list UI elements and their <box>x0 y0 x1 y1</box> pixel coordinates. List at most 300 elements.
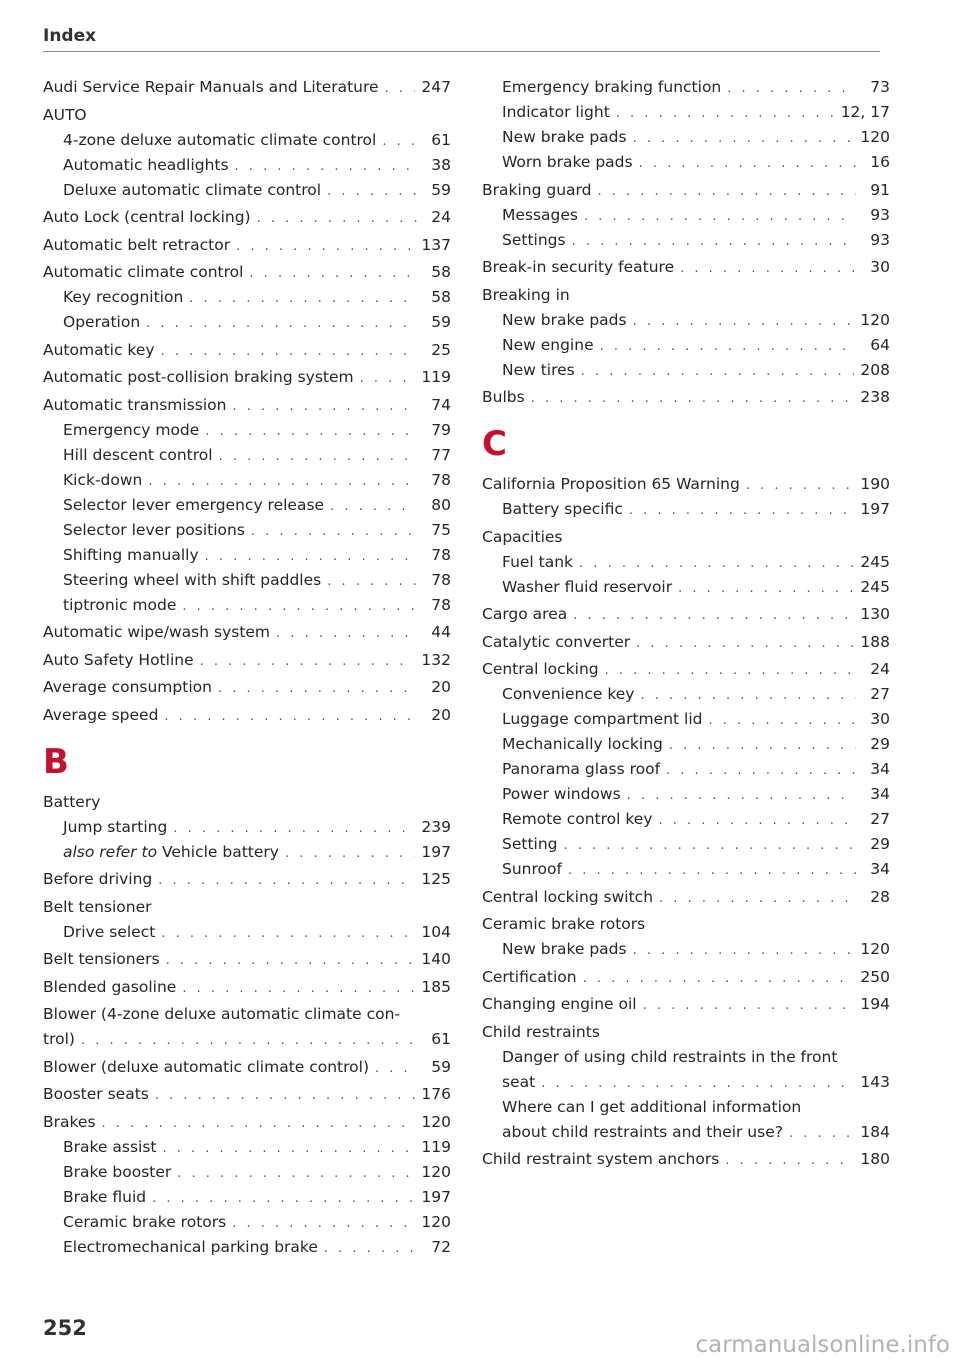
index-entry <box>43 648 451 673</box>
cross-reference-term: Vehicle battery <box>162 842 279 861</box>
dot-leader <box>324 1236 417 1261</box>
index-subentry <box>482 228 890 253</box>
index-entry <box>43 365 451 390</box>
page-reference: 59 <box>431 313 451 331</box>
dot-leader <box>385 76 416 101</box>
page-reference: 79 <box>431 420 451 439</box>
index-term: 4-zone deluxe automatic climate control <box>63 130 377 149</box>
index-entry <box>482 1147 890 1172</box>
index-term: Child restraints <box>482 1022 600 1041</box>
page-reference: 176 <box>421 1085 451 1103</box>
index-subentry <box>43 468 451 493</box>
index-subentry <box>482 732 890 757</box>
page-reference: 64 <box>870 335 890 354</box>
page-reference: 78 <box>431 545 451 564</box>
index-entry <box>43 1082 451 1107</box>
dot-leader <box>232 394 417 419</box>
page-reference: 120 <box>860 128 890 146</box>
index-term: Belt tensioner <box>43 897 152 916</box>
dot-leader <box>572 229 856 254</box>
index-entry <box>482 283 890 308</box>
page-reference: 91 <box>870 180 890 199</box>
index-entry <box>482 992 890 1017</box>
index-term: Remote control key <box>502 810 653 828</box>
index-term: Blower (deluxe automatic climate control) <box>43 1057 370 1076</box>
page-reference: 119 <box>421 368 451 386</box>
dot-leader <box>375 1056 417 1081</box>
dot-leader <box>177 1161 415 1186</box>
dot-leader <box>236 234 415 259</box>
index-term: Indicator light <box>502 103 610 121</box>
index-subentry <box>482 150 890 175</box>
index-entry <box>43 260 451 285</box>
index-term: Break-in security feature <box>482 258 675 276</box>
index-subentry <box>43 568 451 593</box>
index-term: Booster seats <box>43 1085 149 1103</box>
index-term: New engine <box>502 335 594 354</box>
index-subentry <box>482 807 890 832</box>
page-reference: 78 <box>431 470 451 489</box>
page-reference: 28 <box>870 887 890 906</box>
index-term: Breaking in <box>482 285 570 304</box>
dot-leader <box>584 204 856 229</box>
index-subentry <box>482 937 890 962</box>
page-reference: 93 <box>870 205 890 224</box>
index-subentry <box>43 1185 451 1210</box>
dot-leader <box>164 704 417 729</box>
dot-leader <box>666 758 856 783</box>
index-term: Sunroof <box>502 860 562 878</box>
index-subentry <box>43 178 451 203</box>
index-entry <box>43 1002 451 1027</box>
index-term: Where can I get additional information <box>502 1097 802 1116</box>
dot-leader <box>257 206 417 231</box>
index-term: Before driving <box>43 870 153 888</box>
index-term: New tires <box>502 360 575 379</box>
index-term: Convenience key <box>502 685 635 703</box>
index-term: Brake assist <box>63 1137 157 1156</box>
dot-leader <box>360 366 416 391</box>
page-reference: 30 <box>870 258 890 276</box>
index-term: Central locking switch <box>482 887 654 906</box>
index-term: Brakes <box>43 1112 96 1131</box>
dot-leader <box>205 544 417 569</box>
dot-leader <box>629 498 855 523</box>
index-term: Fuel tank <box>502 552 574 571</box>
dot-leader <box>327 179 417 204</box>
index-term: Power windows <box>502 785 621 803</box>
index-term: Child restraint system anchors <box>482 1150 720 1168</box>
index-term: Kick-down <box>63 470 143 489</box>
dot-leader <box>583 966 855 991</box>
index-term: Shifting manually <box>63 545 199 564</box>
page-reference: 239 <box>421 817 451 836</box>
dot-leader <box>330 494 417 519</box>
index-term: Operation <box>63 313 141 331</box>
index-term <box>63 840 279 865</box>
index-term: Central locking <box>482 660 599 678</box>
dot-leader <box>680 256 856 281</box>
page-reference: 34 <box>870 785 890 803</box>
index-entry <box>482 255 890 280</box>
dot-leader <box>568 858 856 883</box>
dot-leader <box>633 309 855 334</box>
index-entry <box>482 525 890 550</box>
dot-leader <box>152 1186 415 1211</box>
dot-leader <box>727 76 856 101</box>
index-letter-heading: B <box>43 741 69 782</box>
dot-leader <box>579 551 854 576</box>
dot-leader <box>541 1071 854 1096</box>
index-term: Deluxe automatic climate control <box>63 180 322 199</box>
page-reference: 59 <box>431 1057 451 1076</box>
index-subentry <box>482 100 890 125</box>
page-reference: 44 <box>431 623 451 641</box>
index-subentry <box>43 1135 451 1160</box>
page-reference: 24 <box>870 660 890 678</box>
index-term: Steering wheel with shift paddles <box>63 570 322 589</box>
dot-leader <box>597 179 856 204</box>
index-entry <box>43 1055 451 1080</box>
index-subentry <box>43 418 451 443</box>
dot-leader <box>633 938 855 963</box>
index-term: Hill descent control <box>63 445 213 464</box>
index-entry <box>43 393 451 418</box>
watermark: carmanualsonline.info <box>695 1332 950 1358</box>
index-term: Automatic headlights <box>63 155 229 174</box>
dot-leader <box>205 419 417 444</box>
index-entry <box>482 630 890 655</box>
page-reference: 208 <box>860 360 890 379</box>
dot-leader <box>605 658 856 683</box>
page-reference: 61 <box>431 130 451 149</box>
index-subentry <box>43 593 451 618</box>
index-term: Brake booster <box>63 1162 172 1181</box>
dot-leader <box>81 1028 417 1053</box>
index-term: Capacities <box>482 527 563 546</box>
index-subentry <box>482 857 890 882</box>
index-term: New brake pads <box>502 128 627 146</box>
dot-leader <box>276 621 417 646</box>
index-term: Drive select <box>63 922 156 941</box>
index-term: Automatic wipe/wash system <box>43 623 271 641</box>
index-subentry <box>43 128 451 153</box>
page-reference: 125 <box>421 870 451 888</box>
dot-leader <box>251 519 417 544</box>
dot-leader <box>161 921 415 946</box>
dot-leader <box>200 649 416 674</box>
index-term: Battery specific <box>502 500 623 518</box>
index-entry <box>43 1027 451 1052</box>
page-reference: 185 <box>421 977 451 996</box>
header-divider <box>43 51 880 52</box>
page-reference: 197 <box>421 1187 451 1206</box>
index-column-left <box>43 75 451 1260</box>
dot-leader <box>616 101 835 126</box>
index-subentry <box>43 815 451 840</box>
index-term: Automatic transmission <box>43 395 227 414</box>
index-entry <box>43 790 451 815</box>
dot-leader <box>219 444 417 469</box>
index-entry <box>43 103 451 128</box>
dot-leader <box>155 1083 416 1108</box>
page-reference: 72 <box>431 1237 451 1256</box>
index-entry <box>43 1110 451 1135</box>
page-reference: 25 <box>431 340 451 359</box>
index-entry <box>43 947 451 972</box>
page-reference: 38 <box>431 155 451 174</box>
page-reference: 78 <box>431 595 451 614</box>
page-reference: 27 <box>870 810 890 828</box>
page-reference: 20 <box>431 705 451 724</box>
dot-leader <box>746 473 855 498</box>
page-reference: 29 <box>870 835 890 853</box>
page-reference: 58 <box>431 288 451 306</box>
dot-leader <box>725 1148 854 1173</box>
dot-leader <box>182 976 415 1001</box>
index-entry <box>482 602 890 627</box>
page-reference: 77 <box>431 445 451 464</box>
page-reference: 74 <box>431 395 451 414</box>
index-subentry <box>482 757 890 782</box>
dot-leader <box>166 948 416 973</box>
page-reference: 30 <box>870 710 890 728</box>
index-term: California Proposition 65 Warning <box>482 475 740 493</box>
page-reference: 130 <box>860 605 890 623</box>
dot-leader <box>639 151 856 176</box>
index-entry <box>43 867 451 892</box>
page-reference: 29 <box>870 735 890 753</box>
index-term: Emergency braking function <box>502 78 722 96</box>
index-term: Automatic key <box>43 340 155 359</box>
index-subentry <box>482 782 890 807</box>
index-term: Key recognition <box>63 288 184 306</box>
page-reference: 188 <box>860 632 890 651</box>
index-term: Ceramic brake rotors <box>482 915 646 933</box>
index-term: AUTO <box>43 105 87 124</box>
page-reference: 197 <box>421 842 451 861</box>
page-reference: 194 <box>860 995 890 1013</box>
index-entry <box>43 895 451 920</box>
page-number: 252 <box>43 1316 87 1340</box>
page-reference: 180 <box>860 1150 890 1168</box>
page-reference: 250 <box>860 967 890 986</box>
dot-leader <box>235 154 417 179</box>
page-reference: 245 <box>860 577 890 596</box>
index-term: Electromechanical parking brake <box>63 1237 318 1256</box>
index-entry <box>43 233 451 258</box>
index-subentry <box>43 543 451 568</box>
index-subentry <box>43 518 451 543</box>
index-entry <box>43 205 451 230</box>
index-subentry <box>43 285 451 310</box>
page-reference: 16 <box>870 153 890 171</box>
index-term: Auto Safety Hotline <box>43 650 194 669</box>
index-subentry <box>482 707 890 732</box>
dot-leader <box>249 261 417 286</box>
dot-leader <box>669 733 856 758</box>
page-reference: 197 <box>860 500 890 518</box>
dot-leader <box>636 631 854 656</box>
dot-leader <box>581 359 855 384</box>
index-subentry <box>43 493 451 518</box>
dot-leader <box>531 386 855 411</box>
index-subentry <box>482 308 890 333</box>
page-reference: 73 <box>870 78 890 96</box>
page-reference: 137 <box>421 235 451 254</box>
index-term: New brake pads <box>502 940 627 958</box>
dot-leader <box>564 833 857 858</box>
index-term: Belt tensioners <box>43 950 160 968</box>
dot-leader <box>789 1121 854 1146</box>
page-reference: 78 <box>431 570 451 589</box>
dot-leader <box>232 1211 415 1236</box>
index-term: about child restraints and their use? <box>502 1122 783 1141</box>
index-term: Brake fluid <box>63 1187 147 1206</box>
dot-leader <box>640 683 856 708</box>
index-subentry <box>482 550 890 575</box>
page-reference: 120 <box>421 1212 451 1231</box>
index-subentry <box>482 682 890 707</box>
dot-leader <box>600 334 856 359</box>
page-reference: 34 <box>870 860 890 878</box>
index-subentry <box>482 1045 890 1070</box>
index-term: Ceramic brake rotors <box>63 1212 227 1231</box>
index-subentry <box>43 920 451 945</box>
index-subentry <box>43 840 451 865</box>
dot-leader <box>285 841 415 866</box>
index-entry <box>43 975 451 1000</box>
index-entry <box>482 385 890 410</box>
index-term: Jump starting <box>63 817 168 836</box>
dot-leader <box>161 339 417 364</box>
index-column-right <box>482 75 890 1172</box>
dot-leader <box>102 1111 416 1136</box>
index-subentry <box>482 575 890 600</box>
page-reference: 58 <box>431 263 451 281</box>
index-term: Messages <box>502 205 579 224</box>
index-subentry <box>482 333 890 358</box>
index-term: Battery <box>43 792 101 811</box>
dot-leader <box>146 311 417 336</box>
index-subentry <box>43 1235 451 1260</box>
index-subentry <box>482 832 890 857</box>
index-term: Automatic belt retractor <box>43 235 231 254</box>
page-reference: 184 <box>860 1122 890 1141</box>
dot-leader <box>633 126 855 151</box>
page-reference: 120 <box>421 1112 451 1131</box>
index-letter-heading: C <box>482 424 507 464</box>
index-term: Braking guard <box>482 180 592 199</box>
index-term: Blower (4-zone deluxe automatic climate con- <box>43 1005 401 1023</box>
index-term: Settings <box>502 230 566 249</box>
index-term: Panorama glass roof <box>502 760 661 778</box>
index-entry <box>43 75 451 100</box>
index-term: Catalytic converter <box>482 632 631 651</box>
dot-leader <box>708 708 856 733</box>
index-term: Mechanically locking <box>502 735 663 753</box>
index-entry <box>43 620 451 645</box>
dot-leader <box>182 594 417 619</box>
page-reference: 120 <box>860 310 890 329</box>
index-entry <box>482 657 890 682</box>
page-reference: 24 <box>431 208 451 226</box>
index-subentry <box>482 75 890 100</box>
index-term: Certification <box>482 967 577 986</box>
dot-leader <box>163 1136 416 1161</box>
dot-leader <box>573 603 854 628</box>
index-term: trol) <box>43 1030 75 1048</box>
index-term: Average speed <box>43 705 159 724</box>
index-entry <box>43 675 451 700</box>
page-reference: 34 <box>870 760 890 778</box>
index-entry <box>43 703 451 728</box>
dot-leader <box>158 868 415 893</box>
dot-leader <box>148 469 417 494</box>
dot-leader <box>327 569 417 594</box>
index-subentry <box>482 1070 890 1095</box>
index-subentry <box>482 497 890 522</box>
index-term: seat <box>502 1072 536 1091</box>
page-reference: 104 <box>421 922 451 941</box>
page-reference: 80 <box>431 495 451 514</box>
index-term: Luggage compartment lid <box>502 710 703 728</box>
index-entry <box>43 338 451 363</box>
page-reference: 20 <box>431 678 451 696</box>
index-subentry <box>482 1095 890 1120</box>
index-term: Cargo area <box>482 605 568 623</box>
page-reference: 12, 17 <box>840 103 890 121</box>
dot-leader <box>678 576 854 601</box>
page-reference: 61 <box>431 1030 451 1048</box>
index-term: Bulbs <box>482 388 525 406</box>
index-entry <box>482 472 890 497</box>
page-reference: 75 <box>431 520 451 539</box>
dot-leader <box>382 129 417 154</box>
page-reference: 120 <box>421 1162 451 1181</box>
index-subentry <box>482 125 890 150</box>
index-entry <box>482 912 890 937</box>
page-reference: 132 <box>421 650 451 669</box>
page-reference: 190 <box>860 475 890 493</box>
index-term: Blended gasoline <box>43 977 177 996</box>
index-term: Audi Service Repair Manuals and Literature <box>43 78 379 96</box>
index-entry <box>482 178 890 203</box>
page-reference: 120 <box>860 940 890 958</box>
index-term: Auto Lock (central locking) <box>43 208 251 226</box>
page-reference: 247 <box>421 78 451 96</box>
index-term: Automatic post-collision braking system <box>43 368 354 386</box>
dot-leader <box>627 783 856 808</box>
dot-leader <box>659 886 856 911</box>
index-term: Selector lever emergency release <box>63 495 325 514</box>
index-term: Worn brake pads <box>502 153 633 171</box>
index-term: New brake pads <box>502 310 627 329</box>
index-term: tiptronic mode <box>63 595 177 614</box>
index-term: Average consumption <box>43 678 212 696</box>
index-subentry <box>43 153 451 178</box>
index-term: Automatic climate control <box>43 263 244 281</box>
dot-leader <box>189 286 417 311</box>
index-term: Washer fluid reservoir <box>502 577 673 596</box>
index-heading: Index <box>43 26 97 46</box>
index-term: Emergency mode <box>63 420 200 439</box>
index-entry <box>482 885 890 910</box>
cross-reference-prefix: also refer to <box>63 842 158 861</box>
page-reference: 245 <box>860 552 890 571</box>
dot-leader <box>218 676 417 701</box>
dot-leader <box>173 816 415 841</box>
